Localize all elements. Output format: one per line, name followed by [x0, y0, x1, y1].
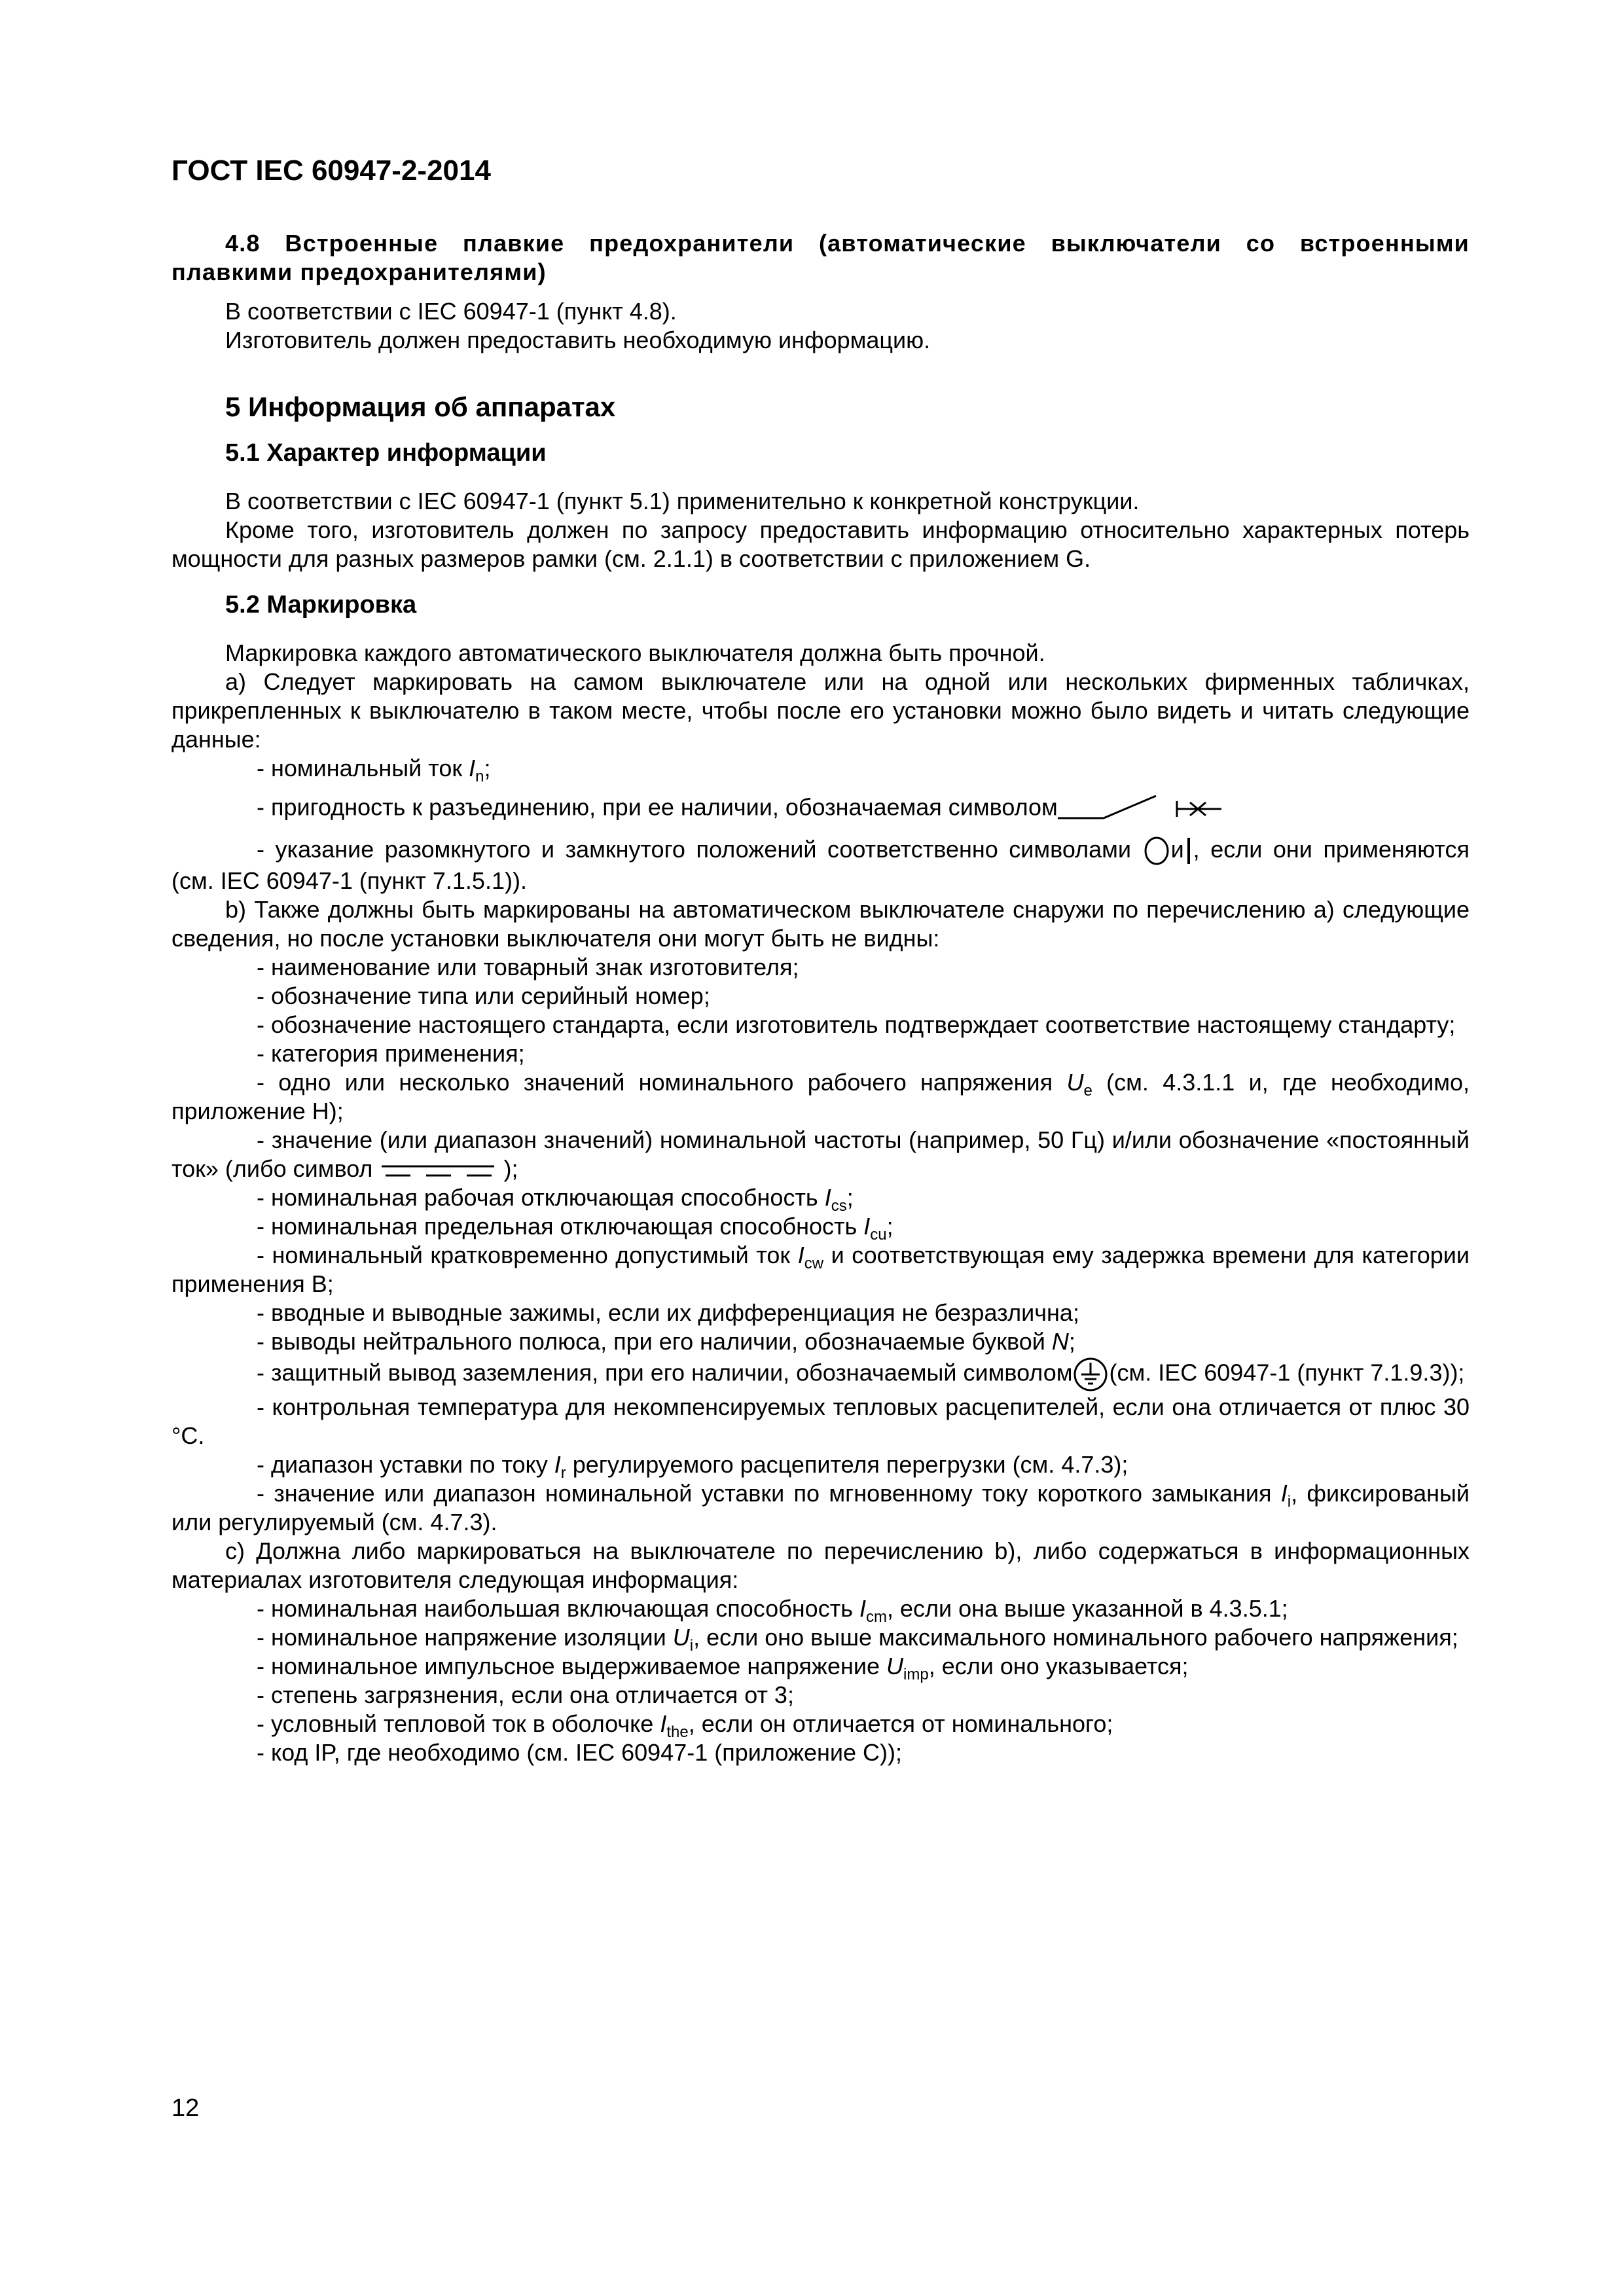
list-item: - указание разомкнутого и замкнутого положений соответственно символами и , если они применяются (см. IEC 60947-1 (пункт 7.1.5.1)). — [171, 836, 1470, 895]
list-item: - номинальный кратковременно допустимый ток $I_{cw}$ и соответствующая ему задержка времени для категории применения B; — [171, 1242, 1470, 1298]
paragraph: В соответствии с IEC 60947-1 (пункт 5.1) применительно к конкретной конструкции. — [225, 488, 1140, 514]
list-item: - код IP, где необходимо (см. IEC 60947-1 (приложение С)); — [257, 1739, 902, 1767]
list-item: - контрольная температура для некомпенсируемых тепловых расцепителей, если она отличается от плюс 30 °С. — [171, 1393, 1470, 1450]
list-item: - наименование или товарный знак изготовителя; — [257, 954, 799, 981]
page-number: 12 — [171, 2094, 200, 2122]
closed-position-symbol-icon — [1184, 835, 1193, 867]
protective-earth-symbol-icon — [1072, 1356, 1109, 1393]
document-code: ГОСТ IEC 60947-2-2014 — [171, 154, 491, 187]
list-item: - выводы нейтрального полюса, при его наличии, обозначаемые буквой N; — [257, 1328, 1075, 1355]
list-item: - номинальный ток $I_n$; — [257, 755, 491, 786]
list-item: - значение или диапазон номинальной уставки по мгновенному току короткого замыкания $I_i$, фиксированый или регулируемый (см. 4.7.3). — [171, 1480, 1470, 1536]
open-position-symbol-icon — [1142, 835, 1171, 867]
list-intro-c: c) Должна либо маркироваться на выключателе по перечислению b), либо содержаться в информационных материалах изготовителя следующая информация: — [171, 1537, 1470, 1594]
paragraph: Маркировка каждого автоматического выключателя должна быть прочной. — [225, 639, 1045, 666]
list-item: - условный тепловой ток в оболочке $I_{the}$, если он отличается от номинального; — [257, 1710, 1113, 1742]
list-item: - защитный вывод заземления, при его наличии, обозначаемый символом (см. IEC 60947-1 (пункт 7.1.9.3)); — [171, 1356, 1470, 1393]
list-item: - значение (или диапазон значений) номинальной частоты (например, 50 Гц) и/или обозначение «постоянный ток» (либо символ ); — [171, 1126, 1470, 1183]
list-item: - номинальное напряжение изоляции $U_i$, если оно выше максимального номинального рабочего напряжения; — [257, 1624, 1458, 1655]
paragraph: В соответствии с IEC 60947-1 (пункт 4.8). — [225, 298, 677, 325]
heading-5: 5 Информация об аппаратах — [225, 391, 616, 422]
list-item: - категория применения; — [257, 1040, 525, 1067]
list-item: - одно или несколько значений номинального рабочего напряжения $U_e$ (см. 4.3.1.1 и, где необходимо, приложение H); — [171, 1069, 1470, 1125]
paragraph: Кроме того, изготовитель должен по запросу предоставить информацию относительно характерных потерь мощности для разных размеров рамки (см. 2.1.1) в соответствии с приложением G. — [171, 516, 1470, 572]
list-item: - вводные и выводные зажимы, если их дифференциация не безразлична; — [257, 1299, 1079, 1327]
list-intro-b: b) Также должны быть маркированы на автоматическом выключателе снаружи по перечислению а) следующие сведения, но после установки выключателя они могут быть не видны: — [171, 896, 1470, 952]
heading-5-1: 5.1 Характер информации — [225, 439, 547, 467]
direct-current-symbol-icon — [379, 1161, 497, 1181]
list-item: - номинальная предельная отключающая способность $I_{cu}$; — [257, 1213, 893, 1244]
list-item: - пригодность к разъединению, при ее наличии, обозначаемая символом — [171, 789, 1470, 829]
list-item: - номинальная рабочая отключающая способность $I_{cs}$; — [257, 1184, 854, 1215]
list-item: - номинальное импульсное выдерживаемое напряжение $U_{imp}$, если оно указывается; — [257, 1653, 1189, 1684]
list-intro-a: а) Следует маркировать на самом выключателе или на одной или нескольких фирменных табличках, прикрепленных к выключателю в таком месте, чтобы после его установки можно было видеть и читать следующие данные: — [171, 668, 1470, 753]
heading-4-8: 4.8 Встроенные плавкие предохранители (автоматические выключатели со встроенными плавкими предохранителями) — [171, 230, 1470, 285]
heading-5-2: 5.2 Маркировка — [225, 591, 417, 619]
paragraph: Изготовитель должен предоставить необходимую информацию. — [225, 327, 931, 353]
list-item: - номинальная наибольшая включающая способность $I_{cm}$, если она выше указанной в 4.3.5.1; — [257, 1595, 1288, 1626]
disconnector-symbol-icon — [1058, 789, 1228, 829]
document-body — [171, 229, 1470, 1767]
list-item: - обозначение настоящего стандарта, если изготовитель подтверждает соответствие настоящему стандарту; — [257, 1011, 1456, 1039]
list-item: - диапазон уставки по току $I_r$ регулируемого расцепителя перегрузки (см. 4.7.3); — [257, 1451, 1128, 1482]
list-item: - степень загрязнения, если она отличается от 3; — [257, 1681, 794, 1709]
list-item: - обозначение типа или серийный номер; — [257, 982, 710, 1010]
